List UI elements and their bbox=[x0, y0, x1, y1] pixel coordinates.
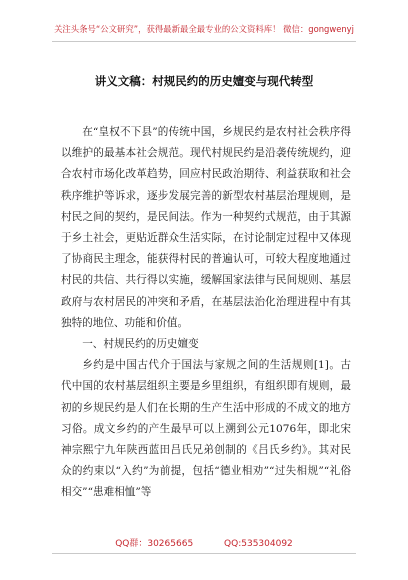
footer-qq-number: QQ:535304092 bbox=[224, 539, 293, 549]
header-banner: 关注头条号“公文研究”，获得最新最全最专业的公文资料库！ 微信：gongwenyj bbox=[54, 24, 354, 34]
intro-paragraph: 在“皇权不下县”的传统中国，乡规民约是农村社会秩序得以维护的最基本社会规范。现代村规民约是沿袭传统规约，迎合农村市场化改革趋势，回应村民政治期待、利益获取和社会秩序维护等诉求，逐步发展完善的新型农村基层治理规则，是村民之间的契约，是民间法。作为一种契约式规范，由于其源于乡土社会，更贴近群众生活实际，在讨论制定过程中又体现了协商民主理念，能获得村民的普遍认可，可较大程度地通过村民的共信、共行得以实施，缓解国家法律与民间规则、基层政府与农村居民的冲突和矛盾，在基层法治化治理进程中有其独特的地位、功能和价值。 bbox=[61, 126, 351, 329]
header-divider bbox=[52, 41, 356, 42]
footer-contact bbox=[0, 538, 408, 550]
document-title: 讲义文稿：村规民约的历史嬗变与现代转型 bbox=[94, 74, 314, 88]
footer-qq-group: QQ群：30265665 bbox=[115, 539, 194, 549]
section-paragraph: 乡约是中国古代介于国法与家规之间的生活规则[1]。古代中国的农村基层组织主要是乡里组织，有组织即有规则，最初的乡规民约是人们在长期的生产生活中形成的不成文的地方习俗。成文乡约的产生最早可以上溯到公元1076年，即北宋神宗熙宁九年陕西蓝田吕氏兄弟创制的《吕氏乡约》。其对民众的约束以“入约”为前提，包括“德业相劝”“过失相规”“礼俗相交”“患难相恤”等 bbox=[61, 359, 351, 499]
document-body bbox=[61, 122, 351, 504]
section-heading: 一、村规民约的历史嬗变 bbox=[82, 338, 199, 351]
footer-divider bbox=[52, 553, 356, 554]
